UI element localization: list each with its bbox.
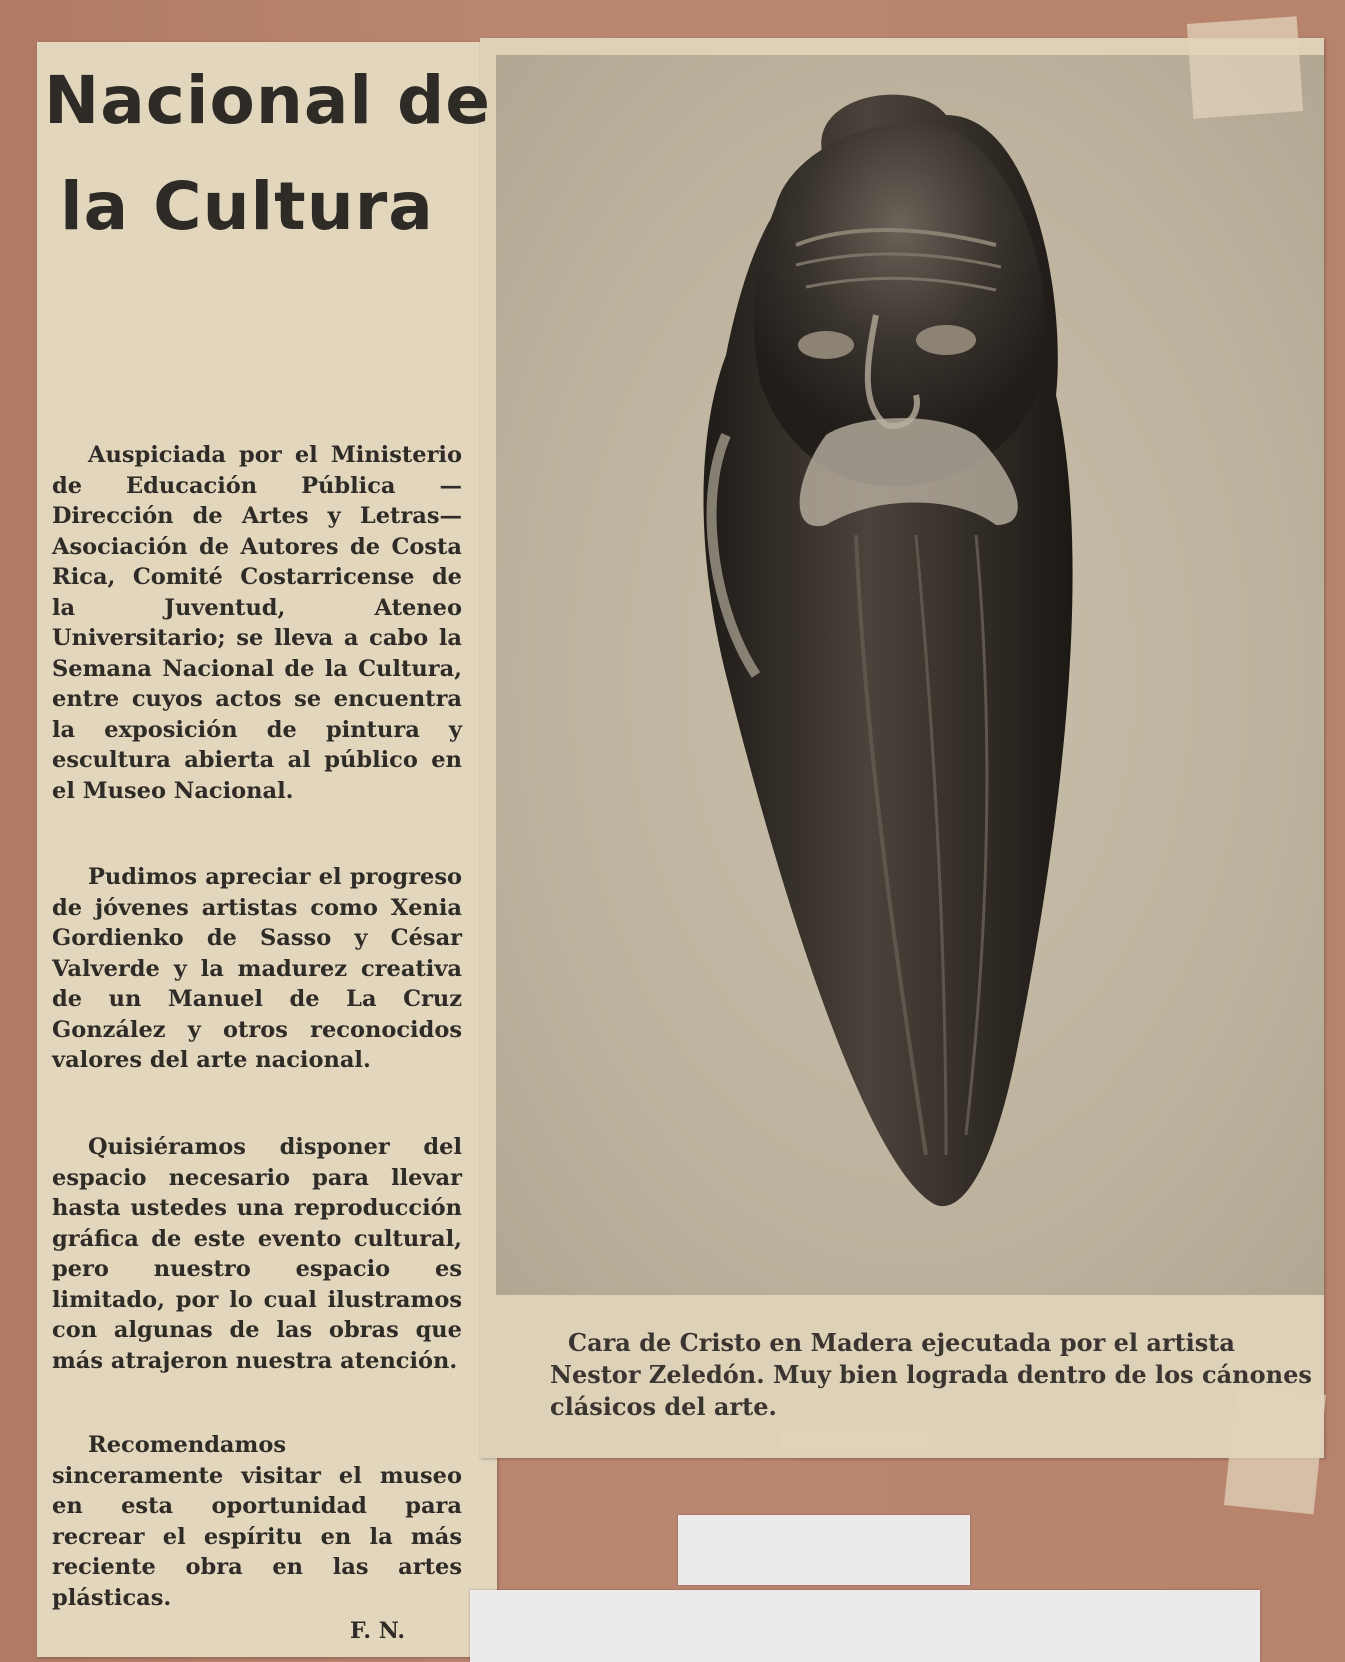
headline-line-1: Nacional de: [44, 62, 491, 139]
tape-strip: [780, 1430, 930, 1454]
headline-line-2: la Cultura: [60, 168, 434, 245]
article-paragraph-3: Quisiéramos disponer del espacio necesario para llevar hasta ustedes una reproducción gráfica de este evento cultural, pero nuestro espacio es limitado, por lo cual ilustramos con algunas de las obras que más atrajeron nuestra atención.: [52, 1134, 462, 1374]
sculpture-photo: [496, 55, 1324, 1295]
plastic-sleeve-edge: [470, 1590, 1260, 1662]
article-paragraph-4: Recomendamos sinceramente visitar el museo en esta oportunidad para recrear el espíritu en la más reciente obra en las artes plásticas.: [52, 1432, 462, 1611]
article-paragraph-2: Pudimos apreciar el progreso de jóvenes artistas como Xenia Gordienko de Sasso y César Valverde y la madurez creativa de un Manuel de La Cruz González y otros reconocidos valores del arte nacional.: [52, 864, 462, 1073]
article-clipping: [37, 42, 497, 1657]
christ-face-carving-image: [496, 55, 1324, 1295]
article-paragraph-1: Auspiciada por el Ministerio de Educación Pública —Dirección de Artes y Letras— Asociación de Autores de Costa Rica, Comité Costarricense de la Juventud, Ateneo Universitario; se lleva a cabo la Semana Nacional de la Cultura, entre cuyos actos se encuentra la exposición de pintura y escultura abierta al público en el Museo Nacional.: [52, 442, 462, 804]
tape-strip: [1187, 16, 1303, 118]
article-signature: F. N.: [350, 1618, 406, 1644]
tape-strip: [1224, 1386, 1326, 1515]
photo-caption: Cara de Cristo en Madera ejecutada por el artista Nestor Zeledón. Muy bien lograda dentro de los cánones clásicos del arte.: [550, 1328, 1312, 1421]
torn-paper-fragment: [678, 1515, 970, 1585]
